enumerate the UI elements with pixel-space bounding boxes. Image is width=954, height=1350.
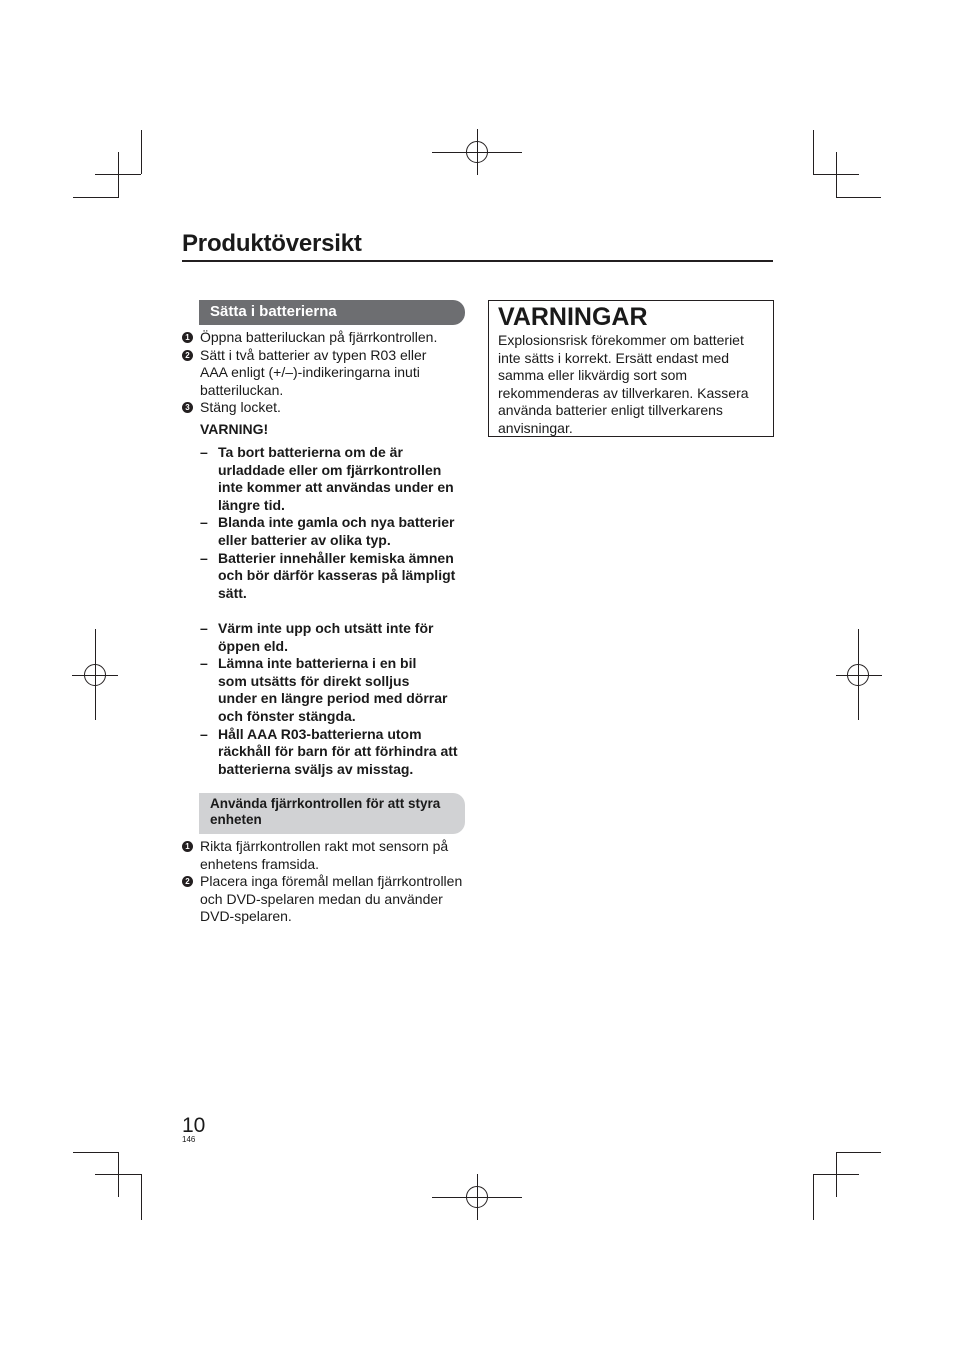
step-text: Öppna batteriluckan på fjärrkontrollen. [200,329,438,345]
list-item [182,399,472,417]
list-item [182,873,472,926]
section-heading-remote: Använda fjärrkontrollen för att styra enheten [199,793,465,834]
step-number-icon: 3 [182,402,193,413]
dash-bullet: – [200,549,208,566]
warning-list-b [200,620,470,778]
list-item [200,514,470,549]
step-number-icon: 2 [182,350,193,361]
step-text: Sätt i två batterier av typen R03 eller AAA enligt (+/–)-indikeringarna inuti batteriluckan. [200,346,427,398]
dash-bullet: – [200,444,208,460]
warning-text: Lämna inte batterierna i en bil som utsätts för direkt solljus under en längre period med dörrar och fönster stängda. [218,655,448,724]
page-title: Produktöversikt [182,230,362,257]
step-number-icon: 1 [182,332,193,343]
warning-list-a [200,444,470,602]
warning-text: Ta bort batterierna om de är urladdade eller om fjärrkontrollen inte kommer att användas under en längre tid. [218,444,454,513]
warning-box [488,300,774,437]
dash-bullet: – [200,725,208,742]
list-item [182,347,472,400]
step-text: Placera inga föremål mellan fjärrkontrollen och DVD-spelaren medan du använder DVD-spelaren. [200,873,463,925]
dash-bullet: – [200,655,208,672]
step-number-icon: 2 [182,876,193,887]
list-item [200,444,470,514]
battery-steps-list [182,329,472,417]
list-item [182,329,472,347]
warning-box-title: VARNINGAR [498,303,648,331]
warning-text: Blanda inte gamla och nya batterier eller batterier av olika typ. [218,514,455,548]
step-text: Rikta fjärrkontrollen rakt mot sensorn på enhetens framsida. [200,838,449,872]
list-item [200,620,470,655]
page-number: 10 [182,1114,206,1137]
warning-text: Batterier innehåller kemiska ämnen och bör därför kasseras på lämpligt sätt. [218,549,456,601]
list-item [182,838,472,873]
warning-text: Värm inte upp och utsätt inte för öppen eld. [218,620,434,654]
section-heading-battery: Sätta i batterierna [199,300,465,325]
step-number-icon: 1 [182,841,193,852]
dash-bullet: – [200,514,208,531]
list-item [200,726,470,779]
list-item [200,655,470,725]
remote-steps-list [182,838,472,926]
page-sub-number: 146 [182,1135,196,1144]
dash-bullet: – [200,620,208,636]
warning-heading: VARNING! [200,421,269,437]
warning-box-text: Explosionsrisk förekommer om batteriet inte sätts i korrekt. Ersätt endast med samma eller likvärdig sort som rekommenderas av tillverkaren. Kassera använda batterier enligt tillverkarens anvisningar. [498,332,749,436]
step-text: Stäng locket. [200,399,281,416]
title-rule [182,260,773,262]
warning-text: Håll AAA R03-batterierna utom räckhåll för barn för att förhindra att batterierna sväljs av misstag. [218,725,458,777]
list-item [200,550,470,603]
